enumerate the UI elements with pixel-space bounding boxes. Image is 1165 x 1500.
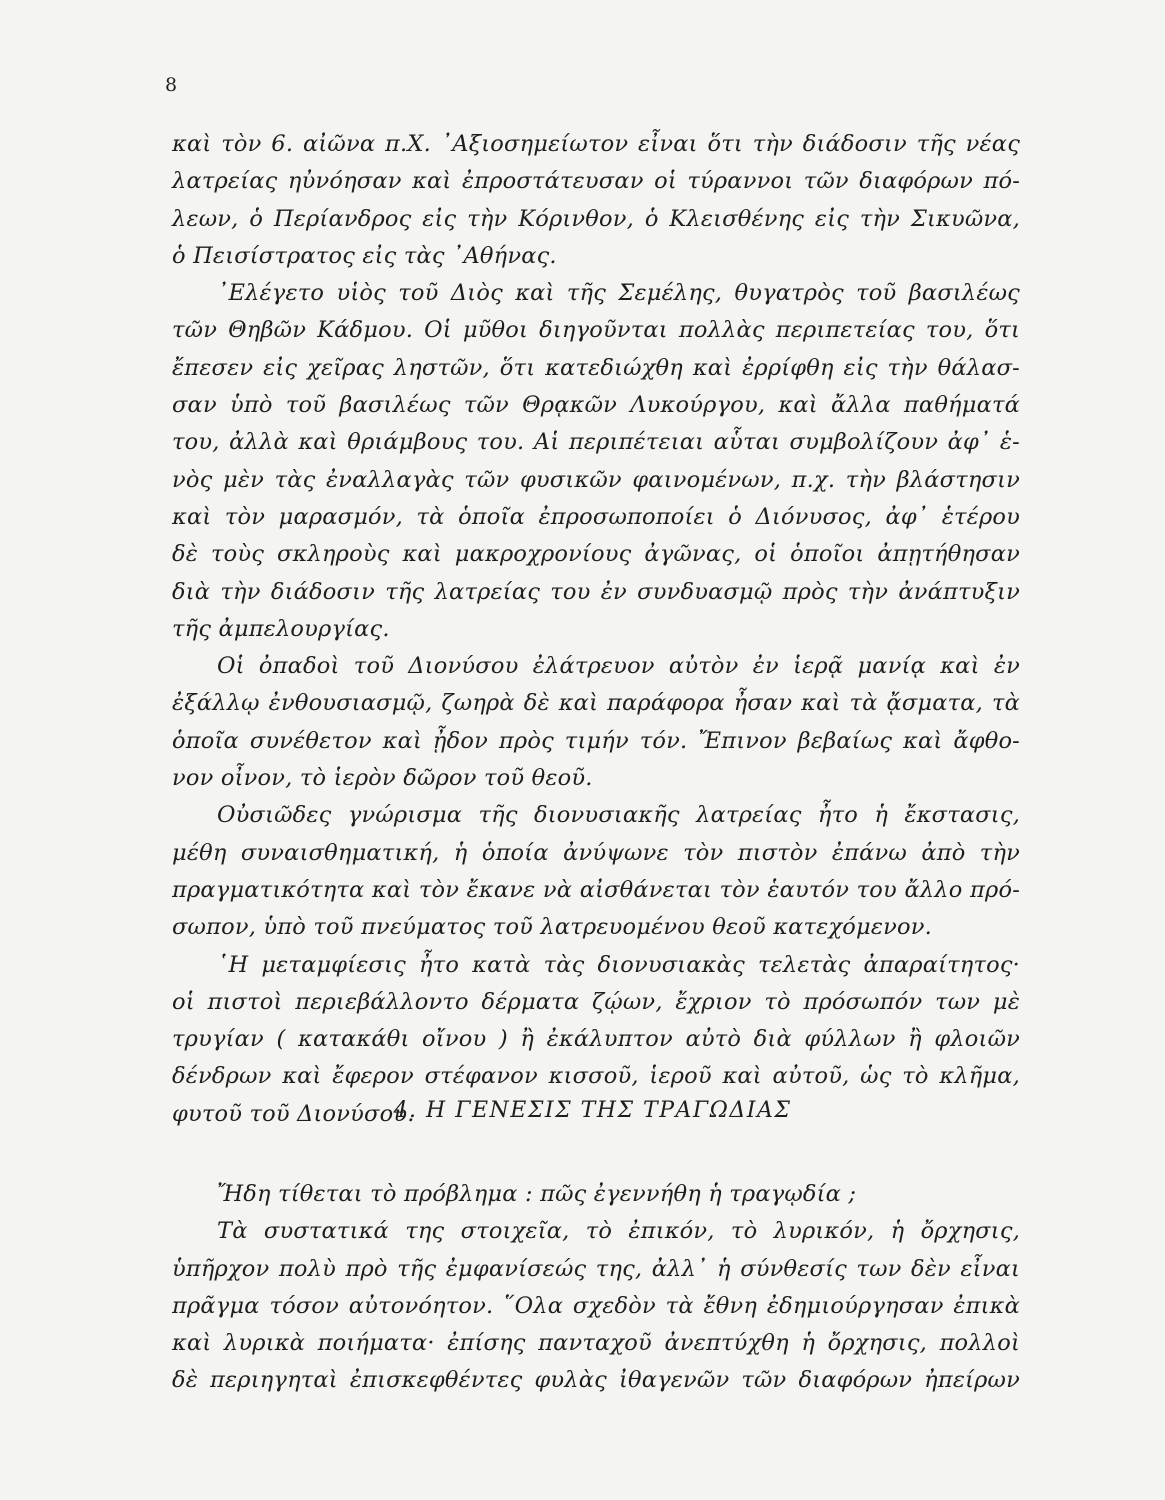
text-line: δὲ τοὺς σκληροὺς καὶ μακροχρονίους ἀγῶνας, οἱ ὁποῖοι ἀπῃτήθησαν (172, 541, 1020, 568)
section-heading: 4. Η ΓΕΝΕΣΙΣ ΤΗΣ ΤΡΑΓΩΔΙΑΣ (393, 1098, 792, 1123)
text-line: τῶν Θηβῶν Κάδμου. Οἱ μῦθοι διηγοῦνται πολλὰς περιπετείας του, ὅτι (172, 317, 1020, 344)
text-line: οἱ πιστοὶ περιεβάλλοντο δέρματα ζῴων, ἔχριον τὸ πρόσωπόν των μὲ (172, 988, 1020, 1015)
text-line: σαν ὑπὸ τοῦ βασιλέως τῶν Θρᾳκῶν Λυκούργου, καὶ ἄλλα παθήματά (172, 392, 1020, 419)
text-line: ᾿Ελέγετο υἱὸς τοῦ Διὸς καὶ τῆς Σεμέλης, θυγατρὸς τοῦ βασιλέως (217, 280, 1020, 307)
text-line: πραγματικότητα καὶ τὸν ἔκανε νὰ αἰσθάνεται τὸν ἑαυτόν του ἄλλο πρό- (172, 876, 1020, 903)
text-line: Ἤδη τίθεται τὸ πρόβλημα : πῶς ἐγεννήθη ἡ τραγῳδία ; (217, 1181, 857, 1207)
page-number: 8 (165, 74, 178, 96)
text-line: ὁποῖα συνέθετον καὶ ᾖδον πρὸς τιμήν τόν. Ἔπινον βεβαίως καὶ ἄφθο- (172, 727, 1020, 754)
text-line: καὶ τὸν μαρασμόν, τὰ ὁποῖα ἐπροσωποποίει ὁ Διόνυσος, ἀφ᾿ ἑτέρου (172, 503, 1020, 530)
text-line: νον οἶνον, τὸ ἱερὸν δῶρον τοῦ θεοῦ. (172, 765, 593, 792)
text-line: δὲ περιηγηταὶ ἐπισκεφθέντες φυλὰς ἰθαγενῶν τῶν διαφόρων ἠπείρων (172, 1367, 1020, 1394)
text-line: καὶ τὸν 6. αἰῶνα π.Χ. ᾿Αξιοσημείωτον εἶναι ὅτι τὴν διάδοσιν τῆς νέας (172, 131, 1020, 157)
text-line: Οὐσιῶδες γνώρισμα τῆς διονυσιακῆς λατρείας ἦτο ἡ ἔκστασις, (217, 802, 1020, 829)
text-line: φυτοῦ τοῦ Διονύσου. (172, 1100, 415, 1127)
text-line: διὰ τὴν διάδοσιν τῆς λατρείας του ἐν συνδυασμῷ πρὸς τὴν ἀνάπτυξιν (172, 578, 1020, 605)
text-line: ἐξάλλῳ ἐνθουσιασμῷ, ζωηρὰ δὲ καὶ παράφορα ἦσαν καὶ τὰ ᾄσματα, τὰ (172, 690, 1020, 717)
main-text-block (172, 126, 1020, 1133)
section-text-block (172, 1176, 1020, 1400)
text-line: του, ἀλλὰ καὶ θριάμβους του. Αἱ περιπέτειαι αὗται συμβολίζουν ἀφ᾿ ἑ- (172, 429, 1020, 456)
text-line: λατρείας ηὐνόησαν καὶ ἐπροστάτευσαν οἱ τύραννοι τῶν διαφόρων πό- (172, 168, 1020, 195)
text-line: μέθη συναισθηματική, ἡ ὁποία ἀνύψωνε τὸν πιστὸν ἐπάνω ἀπὸ τὴν (172, 839, 1020, 866)
text-line: Τὰ συστατικά της στοιχεῖα, τὸ ἐπικόν, τὸ λυρικόν, ἡ ὄρχησις, (217, 1218, 1020, 1245)
text-line: τρυγίαν ( κατακάθι οἴνου ) ἢ ἐκάλυπτον αὐτὸ διὰ φύλλων ἢ φλοιῶν (172, 1026, 1020, 1053)
text-line: λεων, ὁ Περίανδρος εἰς τὴν Κόρινθον, ὁ Κλεισθένης εἰς τὴν Σικυῶνα, (172, 205, 1020, 232)
text-line: ὁ Πεισίστρατος εἰς τὰς ᾿Αθήνας. (172, 242, 557, 269)
text-line: ἔπεσεν εἰς χεῖρας ληστῶν, ὅτι κατεδιώχθη καὶ ἐρρίφθη εἰς τὴν θάλασ- (172, 354, 1020, 381)
text-line: σωπον, ὑπὸ τοῦ πνεύματος τοῦ λατρευομένου θεοῦ κατεχόμενον. (172, 914, 932, 941)
text-line: ὑπῆρχον πολὺ πρὸ τῆς ἐμφανίσεώς της, ἀλλ᾿ ἡ σύνθεσίς των δὲν εἶναι (172, 1255, 1020, 1282)
text-line: ῾Η μεταμφίεσις ἦτο κατὰ τὰς διονυσιακὰς τελετὰς ἀπαραίτητος· (217, 951, 1020, 978)
text-line: πρᾶγμα τόσον αὐτονόητον. ῞Ολα σχεδὸν τὰ ἔθνη ἐδημιούργησαν ἐπικὰ (172, 1292, 1020, 1319)
text-line: δένδρων καὶ ἔφερον στέφανον κισσοῦ, ἱεροῦ καὶ αὐτοῦ, ὡς τὸ κλῆμα, (172, 1063, 1020, 1090)
text-line: καὶ λυρικὰ ποιήματα· ἐπίσης πανταχοῦ ἀνεπτύχθη ἡ ὄρχησις, πολλοὶ (172, 1330, 1020, 1357)
text-line: Οἱ ὀπαδοὶ τοῦ Διονύσου ἐλάτρευον αὐτὸν ἐν ἱερᾷ μανίᾳ καὶ ἐν (217, 653, 1020, 680)
text-line: νὸς μὲν τὰς ἐναλλαγὰς τῶν φυσικῶν φαινομένων, π.χ. τὴν βλάστησιν (172, 466, 1020, 493)
text-line: τῆς ἀμπελουργίας. (172, 615, 390, 642)
